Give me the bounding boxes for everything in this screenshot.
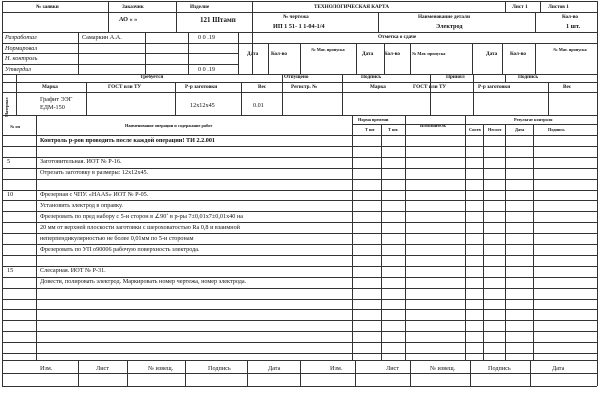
op-line-text: Фрезеровать по УП о90006 рабочую поверхность электрода. xyxy=(40,245,200,253)
customer-label: Заказчик xyxy=(122,4,144,10)
grid-line xyxy=(252,1,253,74)
mat-col-weight-2: Вес xyxy=(563,84,572,90)
op-number: 10 xyxy=(7,191,14,198)
grid-line xyxy=(465,115,466,360)
op-no-label: № оп xyxy=(9,124,21,129)
delivery-mark-label: Отметка о сдаче xyxy=(378,34,417,40)
developer-date: 0 0 .19 xyxy=(198,34,216,41)
grid-line xyxy=(548,82,549,115)
quantity-label: Кол-во xyxy=(562,14,579,20)
grid-line xyxy=(2,233,597,234)
footer-col-notice-1: № извещ. xyxy=(148,365,174,372)
grid-line xyxy=(2,190,597,191)
op-line-text: Фрезеровать по пред набору с 5-и сторон в ∠90˚ в р-ры 7±0,01х7±0,01х40 на xyxy=(40,212,244,220)
grid-line xyxy=(2,168,597,169)
grid-line xyxy=(505,124,506,360)
grid-line xyxy=(175,82,176,115)
grid-line xyxy=(410,360,411,386)
grid-line xyxy=(2,179,597,180)
delivery-col-qty-3: Кол-во xyxy=(510,51,527,57)
grid-line xyxy=(282,74,283,115)
grid-line xyxy=(535,12,536,32)
footer-col-sheet-1: Лист xyxy=(96,365,109,372)
mat-col-grade-2: Марка xyxy=(370,84,386,90)
footer-col-sheet-2: Лист xyxy=(386,365,399,372)
grid-line xyxy=(356,43,357,74)
op-line-text: Заготовительная. ИОТ № Р-16. xyxy=(40,158,122,166)
footer-col-change-1: Изм. xyxy=(40,365,53,372)
order-no-label: № заявки xyxy=(36,4,59,10)
delivery-col-pass-1: № Мат. пропуска xyxy=(311,47,345,52)
footer-col-date-2: Дата xyxy=(552,365,565,372)
grid-line xyxy=(378,12,379,32)
grid-line xyxy=(405,115,406,360)
accepted-label: Принял xyxy=(446,74,465,80)
grid-line xyxy=(188,32,189,74)
role-norm-control: Н. контроль xyxy=(5,55,38,62)
grid-line xyxy=(2,32,597,33)
role-approved: Утвердил xyxy=(5,66,31,73)
required-label: Требуется xyxy=(140,74,164,80)
grid-line xyxy=(176,1,177,32)
op-line-text: Установить электрод в оправку. xyxy=(40,201,123,209)
grid-line xyxy=(540,1,541,12)
grid-line xyxy=(247,360,248,386)
footer-col-notice-2: № извещ. xyxy=(430,365,456,372)
op-number: 5 xyxy=(7,158,11,166)
grid-line xyxy=(2,135,597,136)
footer-col-change-2: Изм. xyxy=(330,365,343,372)
grid-line xyxy=(2,353,597,354)
grid-line xyxy=(430,74,431,115)
time-norm-label: Норма времени xyxy=(358,117,389,122)
delivery-col-qty-1: Кол-во xyxy=(271,51,288,57)
approver-date: 0 0 .19 xyxy=(198,66,216,73)
executor-label: Исполнитель xyxy=(420,123,446,128)
grid-line xyxy=(2,92,597,93)
grid-line xyxy=(384,43,385,74)
grid-line xyxy=(2,288,597,289)
mat-col-blank-2: Р-р заготовки xyxy=(478,84,511,90)
grid-line xyxy=(2,320,597,321)
grid-line xyxy=(2,157,597,158)
grid-line xyxy=(2,12,597,13)
grid-line xyxy=(535,43,536,74)
grid-line xyxy=(2,200,597,201)
material-weight: 0.01 xyxy=(253,102,264,109)
control-col-date: Дата xyxy=(515,127,525,132)
role-developed: Разработал xyxy=(5,34,37,41)
material-side-label: Материал xyxy=(4,97,9,117)
part-name-value: Электрод xyxy=(436,23,463,30)
grid-line xyxy=(2,266,597,267)
grid-line xyxy=(381,124,382,360)
grid-line xyxy=(530,360,531,386)
delivery-col-qty-2: Кол-во xyxy=(384,51,401,57)
developer-name: Самаркин А.А. xyxy=(82,34,122,41)
grid-line xyxy=(2,255,597,256)
grid-line xyxy=(505,1,506,12)
grid-line xyxy=(352,115,353,360)
control-col-nok: Несоот xyxy=(488,127,502,132)
control-result-label: Результат контроля xyxy=(514,117,553,122)
drawing-no-label: № чертежа xyxy=(283,14,309,20)
customer-value: АО « » xyxy=(119,16,138,23)
grid-line xyxy=(2,146,597,147)
mat-col-reg: Регистр. № xyxy=(291,84,318,90)
sheet-number: Лист 1 xyxy=(512,4,528,10)
material-grade: Графит ЭЭГ ЕДМ-150 xyxy=(40,96,73,111)
op-line-text: Довести, полировать электрод. Маркировать номер чертежа, номер электрода. xyxy=(40,278,247,286)
grid-line xyxy=(238,43,597,44)
grid-line xyxy=(470,360,471,386)
grid-line xyxy=(108,1,109,32)
grid-line xyxy=(2,115,597,116)
product-label: Изделие xyxy=(190,4,210,10)
grid-line xyxy=(410,43,411,74)
footer-col-sign-1: Подпись xyxy=(208,365,231,372)
grid-line xyxy=(16,74,17,115)
role-normed: Нормировал xyxy=(5,45,38,52)
control-col-ok: Соотв xyxy=(469,127,481,132)
grid-line xyxy=(145,32,146,74)
control-col-sign: Подпись xyxy=(548,127,565,132)
grid-line xyxy=(300,43,301,74)
sheets-total: Листов 1 xyxy=(548,4,569,10)
op-line-text: Отрезать заготовку в размеры: 12х12х45. xyxy=(40,169,149,177)
op-line-text: неперпендикулярностью не более 0,01мм по 5-и сторонам xyxy=(40,234,194,242)
op-line-text: 20 мм от верхней плоскости заготовки с шероховатостью Ra 0,8 и взаимной xyxy=(40,223,240,231)
op-number: 15 xyxy=(7,267,14,275)
grid-line xyxy=(472,43,473,74)
grid-line xyxy=(127,360,128,386)
accepted-signature-label: Подпись xyxy=(518,74,539,80)
product-value: 121 Штамп xyxy=(200,16,236,24)
grid-line xyxy=(2,244,597,245)
quantity-value: 1 шт. xyxy=(566,23,580,30)
grid-line xyxy=(2,1,597,2)
grid-line xyxy=(86,82,87,115)
op-line-text: Фрезерная с ЧПУ. «HAAS» ИОТ № Р-05. xyxy=(40,191,149,198)
released-signature-label: Подпись xyxy=(361,74,382,80)
grid-line xyxy=(597,1,598,386)
mat-col-blank: Р-р заготовки xyxy=(185,84,218,90)
grid-line xyxy=(300,360,301,386)
grid-line xyxy=(36,115,37,360)
mat-col-grade: Марка xyxy=(42,84,58,90)
delivery-col-date-2: Дата xyxy=(362,51,374,57)
grid-line xyxy=(2,82,597,83)
grid-line xyxy=(78,360,79,386)
grid-line xyxy=(2,64,238,65)
grid-line xyxy=(483,124,484,360)
grid-line xyxy=(78,32,79,74)
grid-line xyxy=(2,1,3,386)
grid-line xyxy=(355,360,356,386)
grid-line xyxy=(2,331,597,332)
grid-line xyxy=(2,342,597,343)
grid-line xyxy=(2,43,238,44)
grid-line xyxy=(2,211,597,212)
op-line-text: Слесарная. ИОТ № Р-31. xyxy=(40,267,106,275)
t-piece-label: Т шт xyxy=(365,127,375,132)
delivery-col-pass-2: № Мат. пропуска xyxy=(412,51,446,56)
grid-line xyxy=(2,277,597,278)
op-line-text: Контроль р-ров проводить после каждой операции! ТИ 2.2.001 xyxy=(40,136,216,144)
op-name-label: Наименование операции и содержание работ xyxy=(125,123,213,128)
grid-line xyxy=(268,43,269,74)
grid-line xyxy=(2,299,597,300)
mat-col-weight: Вес xyxy=(258,84,267,90)
grid-line xyxy=(473,74,474,115)
t-pc-label: Т шт. xyxy=(388,127,399,132)
material-blank-size: 12х12х45 xyxy=(190,102,215,109)
delivery-col-date-1: Дата xyxy=(247,51,259,57)
grid-line xyxy=(238,32,239,74)
drawing-no-value: ИП 1 51- 1 1-04-1/4 xyxy=(273,23,325,30)
grid-line xyxy=(505,74,506,82)
mat-col-gost-2: ГОСТ или ТУ xyxy=(413,84,447,90)
grid-line xyxy=(533,124,534,360)
grid-line xyxy=(241,82,242,115)
grid-line xyxy=(2,386,597,387)
grid-line xyxy=(2,309,597,310)
card-title: ТЕХНОЛОГИЧЕСКАЯ КАРТА xyxy=(314,4,389,10)
grid-line xyxy=(2,53,238,54)
grid-line xyxy=(185,360,186,386)
part-name-label: Наименование детали xyxy=(418,14,470,20)
footer-col-sign-2: Подпись xyxy=(488,365,511,372)
grid-line xyxy=(342,74,343,115)
footer-col-date-1: Дата xyxy=(268,365,281,372)
delivery-col-pass-3: № Мат. пропуска xyxy=(553,47,587,52)
grid-line xyxy=(502,43,503,74)
mat-col-gost: ГОСТ или ТУ xyxy=(108,84,142,90)
grid-line xyxy=(2,222,597,223)
delivery-col-date-3: Дата xyxy=(486,51,498,57)
grid-line xyxy=(352,124,597,125)
released-label: Отпущено xyxy=(284,74,309,80)
grid-line xyxy=(2,74,597,75)
